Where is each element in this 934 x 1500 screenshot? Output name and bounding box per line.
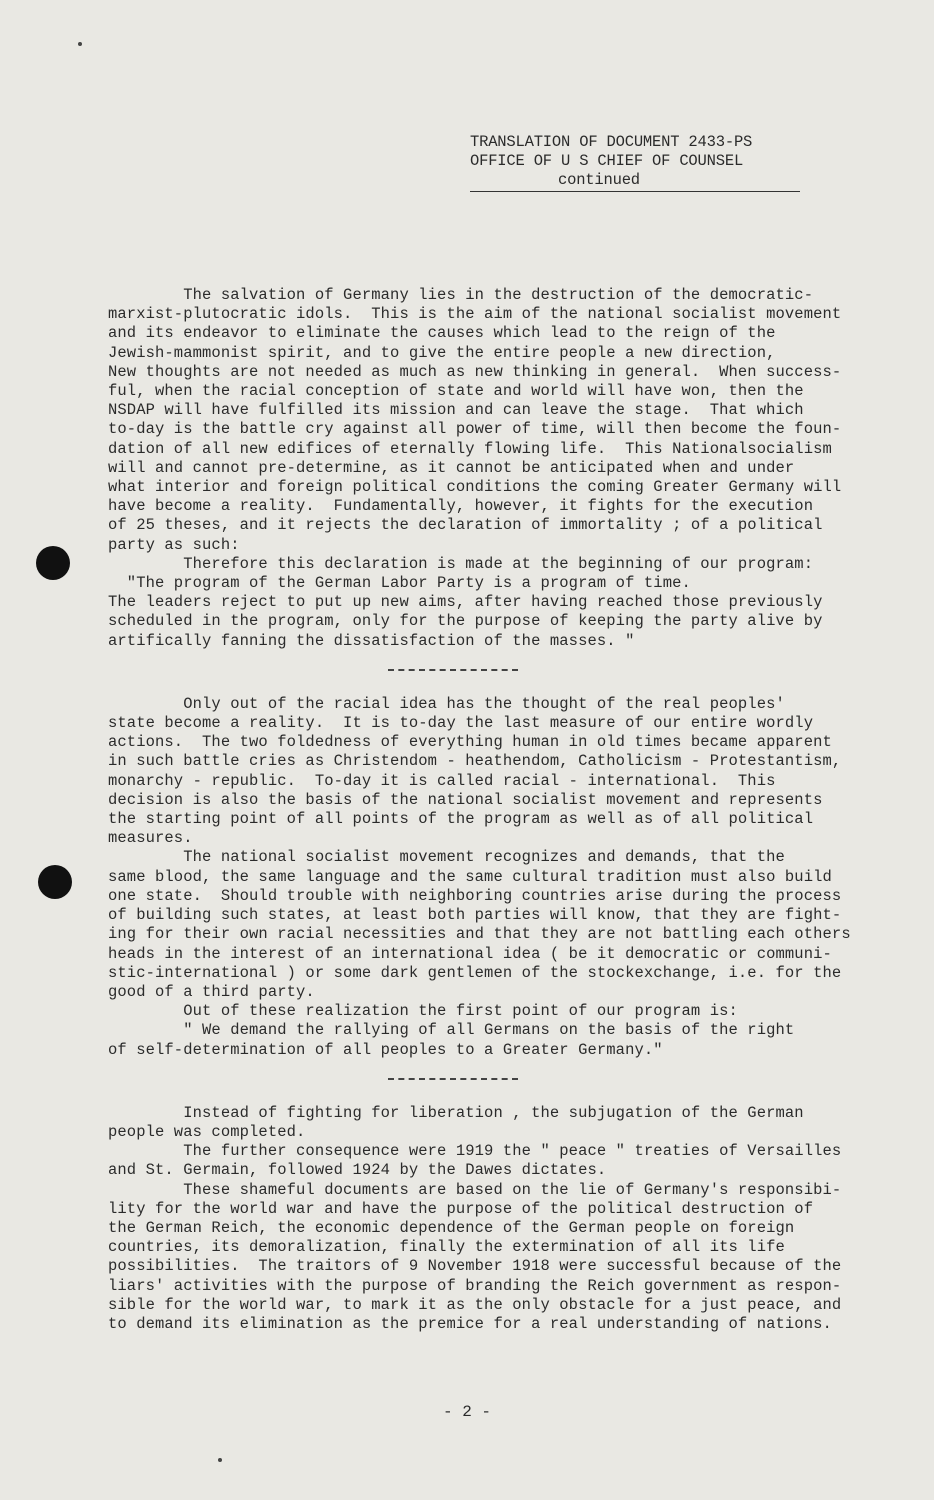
text-line: NSDAP will have fulfilled its mission and can leave the stage. That which	[108, 401, 804, 420]
text-line: and its endeavor to eliminate the causes which lead to the reign of the	[108, 324, 776, 343]
section-separator	[388, 669, 518, 671]
text-line: heads in the interest of an international idea ( be it democratic or communi-	[108, 944, 832, 963]
text-line: dation of all new edifices of eternally flowing life. This Nationalsocialism	[108, 439, 832, 458]
paper-speck	[78, 42, 82, 46]
section-3	[108, 1104, 868, 1334]
text-line: good of a third party.	[108, 982, 315, 1001]
text-line: "The program of the German Labor Party is a program of time.	[108, 574, 691, 593]
text-line: scheduled in the program, only for the purpose of keeping the party alive by	[108, 612, 823, 631]
text-line: Out of these realization the first point of our program is:	[108, 1002, 738, 1021]
text-line: Instead of fighting for liberation , the subjugation of the German	[108, 1103, 804, 1122]
section-separator	[388, 1078, 518, 1080]
text-line: Only out of the racial idea has the thought of the real peoples'	[108, 694, 785, 713]
text-line: same blood, the same language and the same cultural tradition must also build	[108, 867, 832, 886]
text-line: stic-international ) or some dark gentlemen of the stockexchange, i.e. for the	[108, 963, 842, 982]
text-line: of building such states, at least both parties will know, that they are fight-	[108, 906, 842, 925]
text-line: The leaders reject to put up new aims, after having reached those previously	[108, 593, 823, 612]
punch-hole-top	[36, 546, 70, 580]
text-line: state become a reality. It is to-day the last measure of our entire wordly	[108, 714, 814, 733]
text-line: sible for the world war, to mark it as the only obstacle for a just peace, and	[108, 1295, 842, 1314]
document-header	[470, 133, 800, 192]
text-line: have become a reality. Fundamentally, however, it fights for the execution	[108, 497, 814, 516]
text-line: of self-determination of all peoples to a Greater Germany."	[108, 1040, 663, 1059]
text-line: the starting point of all points of the program as well as of all political	[108, 810, 814, 829]
text-line: the German Reich, the economic dependence of the German people on foreign	[108, 1218, 795, 1237]
text-line: lity for the world war and have the purpose of the political destruction of	[108, 1199, 814, 1218]
text-line: ing for their own racial necessities and that they are not battling each others	[108, 925, 851, 944]
text-line: These shameful documents are based on the lie of Germany's responsibi-	[108, 1180, 842, 1199]
section-1	[108, 286, 868, 651]
text-line: The salvation of Germany lies in the destruction of the democratic-	[108, 286, 814, 304]
punch-hole-bottom	[38, 865, 72, 899]
text-line: decision is also the basis of the national socialist movement and represents	[108, 790, 823, 809]
text-line: to-day is the battle cry against all power of time, will then become the foun-	[108, 420, 842, 439]
document-body	[108, 286, 868, 1334]
text-line: actions. The two foldedness of everything human in old times became apparent	[108, 733, 832, 752]
text-line: people was completed.	[108, 1122, 306, 1141]
text-line: Jewish-mammonist spirit, and to give the entire people a new direction,	[108, 343, 776, 362]
text-line: will and cannot pre-determine, as it cannot be anticipated when and under	[108, 458, 795, 477]
text-line: marxist-plutocratic idols. This is the aim of the national socialist movement	[108, 305, 842, 324]
page-number: - 2 -	[442, 1403, 491, 1421]
text-line: of 25 theses, and it rejects the declaration of immortality ; of a political	[108, 516, 823, 535]
text-line: Therefore this declaration is made at the beginning of our program:	[108, 554, 814, 573]
text-line: party as such:	[108, 535, 240, 554]
text-line: and St. Germain, followed 1924 by the Dawes dictates.	[108, 1161, 607, 1180]
text-line: to demand its elimination as the premice for a real understanding of nations.	[108, 1314, 832, 1333]
text-line: countries, its demoralization, finally the extermination of all its life	[108, 1238, 785, 1257]
text-line: what interior and foreign political conditions the coming Greater Germany will	[108, 478, 842, 497]
text-line: The further consequence were 1919 the " peace " treaties of Versailles	[108, 1142, 842, 1161]
text-line: " We demand the rallying of all Germans on the basis of the right	[108, 1021, 795, 1040]
text-line: monarchy - republic. To-day it is called racial - international. This	[108, 771, 776, 790]
text-line: The national socialist movement recognizes and demands, that the	[108, 848, 785, 867]
text-line: possibilities. The traitors of 9 November 1918 were successful because of the	[108, 1257, 842, 1276]
text-line: in such battle cries as Christendom - heathendom, Catholicism - Protestantism,	[108, 752, 842, 771]
text-line: liars' activities with the purpose of branding the Reich government as respon-	[108, 1276, 842, 1295]
section-2	[108, 695, 868, 1060]
text-line: one state. Should trouble with neighboring countries arise during the process	[108, 886, 842, 905]
text-line: ful, when the racial conception of state and world will have won, then the	[108, 382, 804, 401]
text-line: New thoughts are not needed as much as new thinking in general. When success-	[108, 362, 842, 381]
text-line: artifically fanning the dissatisfaction of the masses. "	[108, 631, 635, 650]
text-line: measures.	[108, 829, 193, 848]
header-line-2: OFFICE OF U S CHIEF OF COUNSEL	[470, 152, 744, 170]
paper-speck	[218, 1458, 222, 1462]
header-continued: continued	[558, 171, 640, 189]
header-underline	[470, 191, 800, 192]
header-line-1: TRANSLATION OF DOCUMENT 2433-PS	[470, 133, 753, 151]
